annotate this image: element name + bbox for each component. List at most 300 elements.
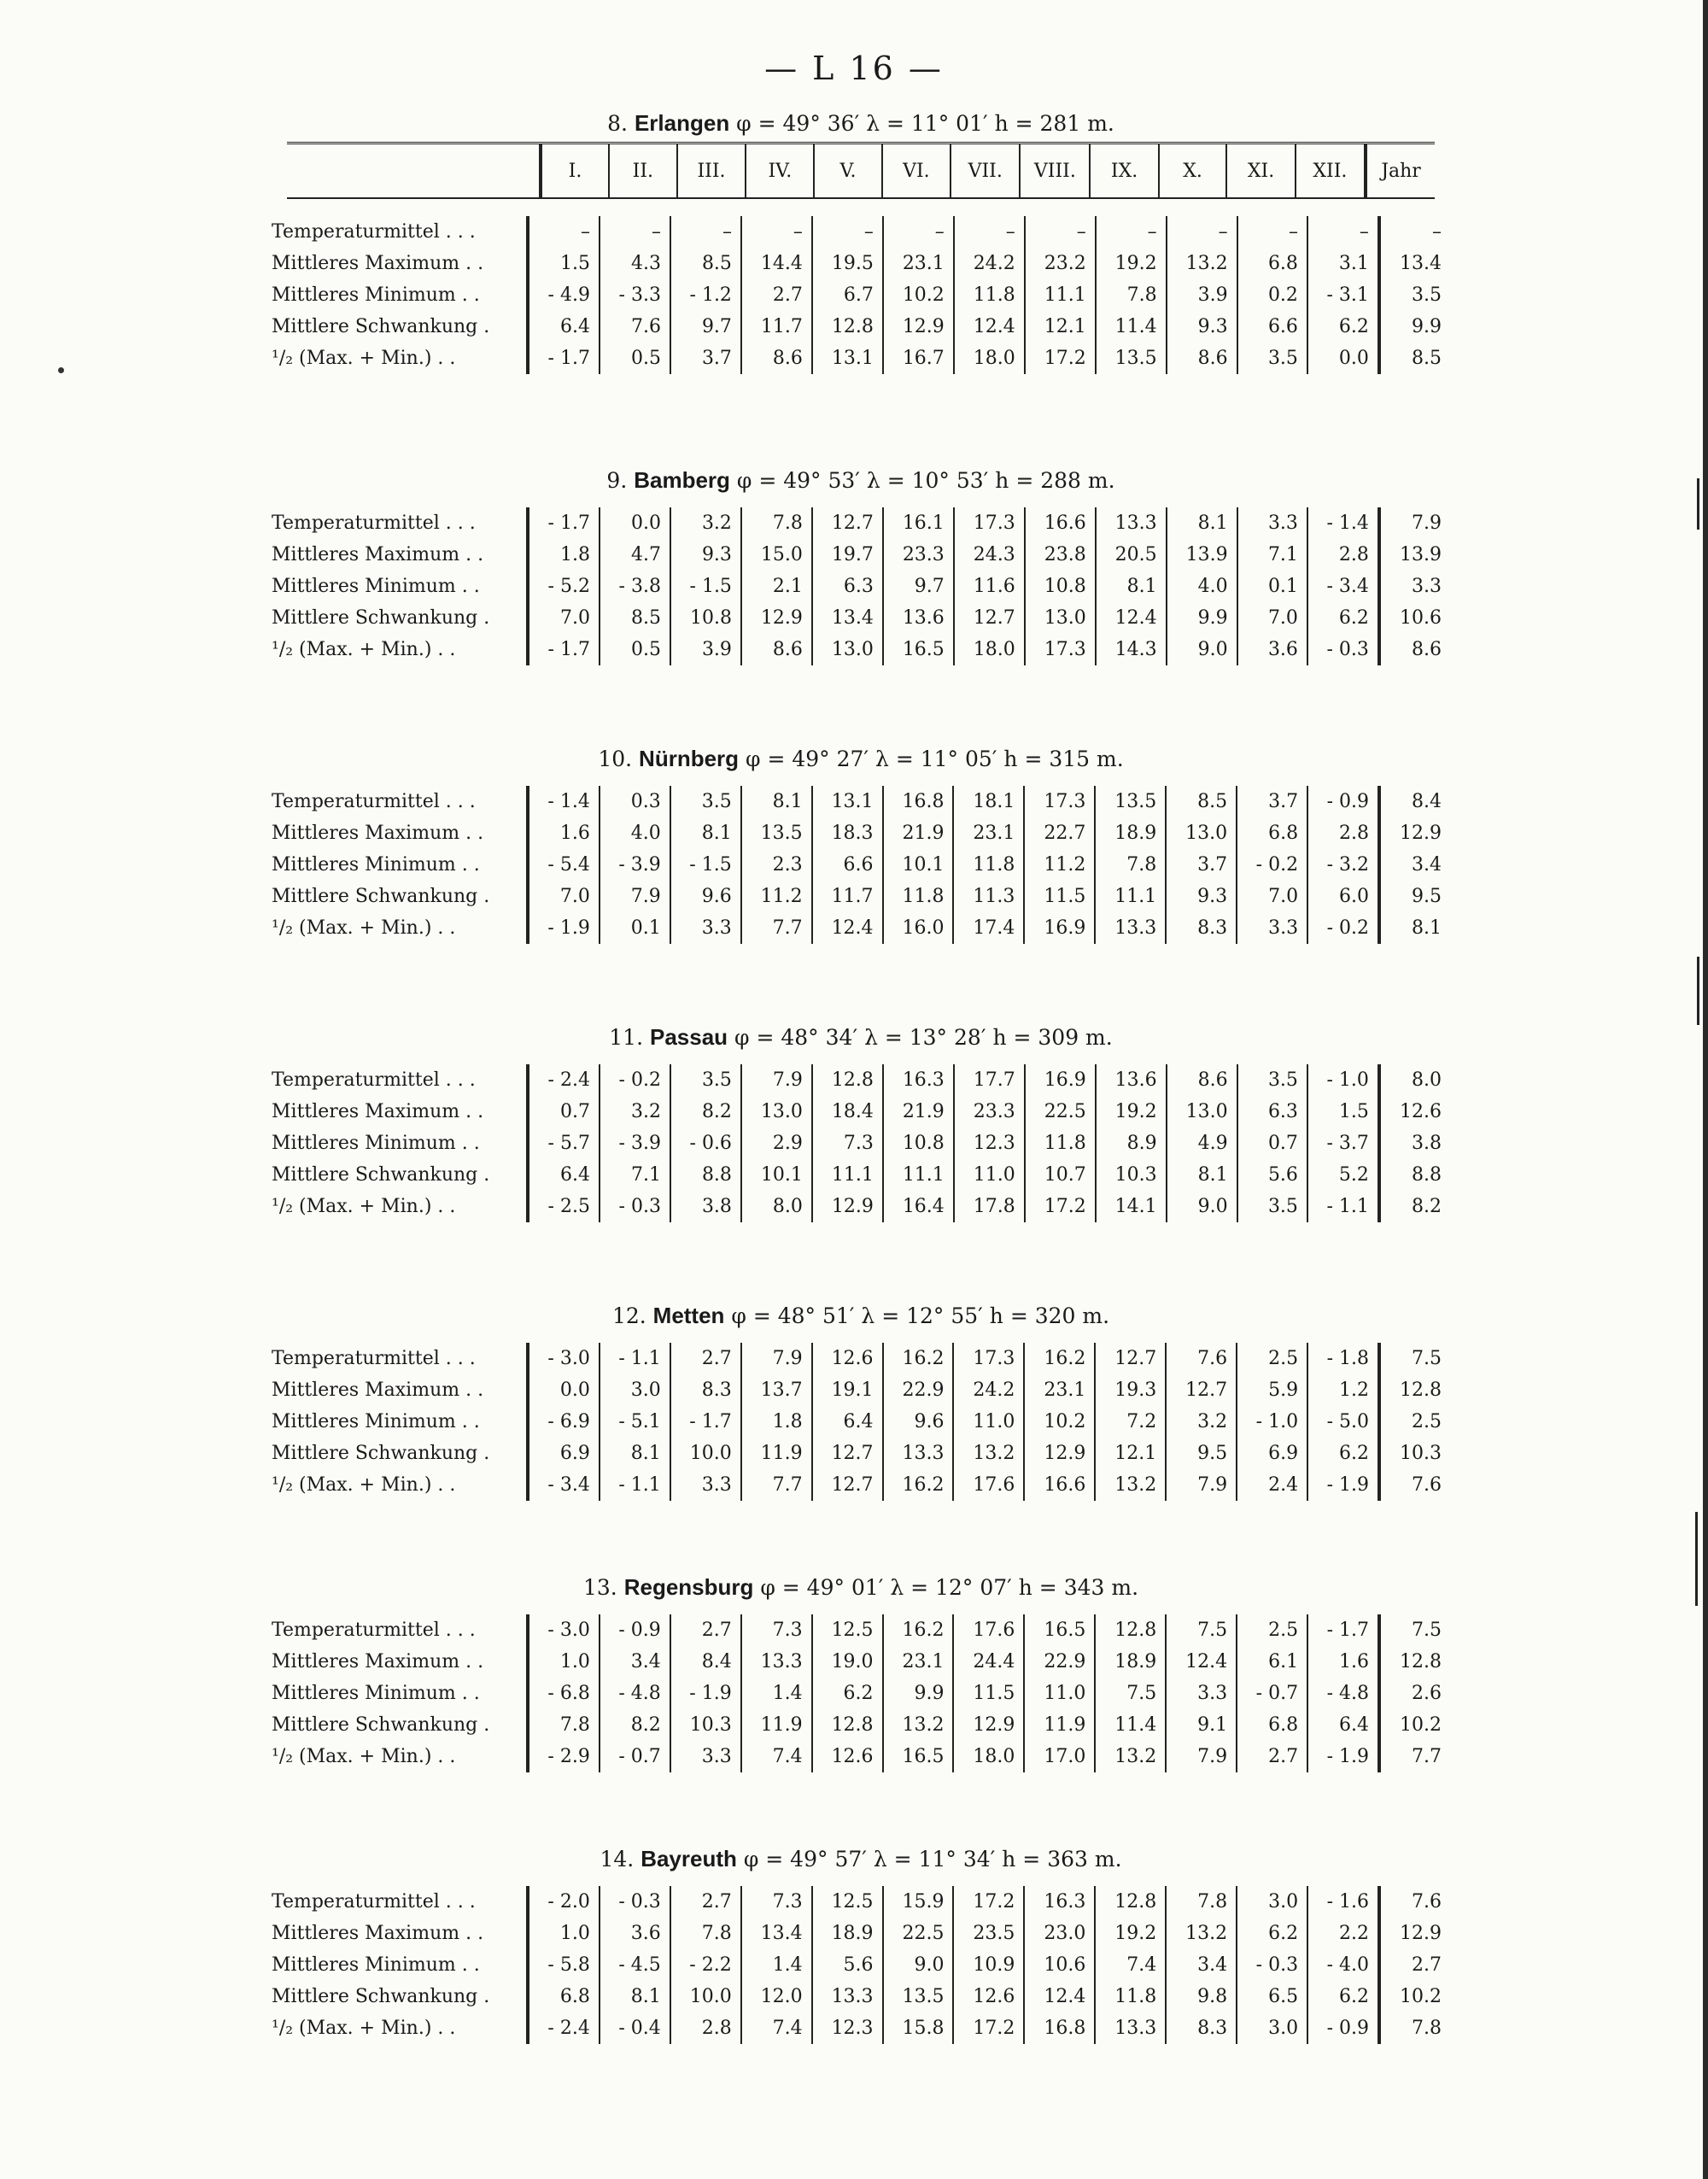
month-value-cell: 2.7	[1237, 1741, 1307, 1772]
month-value-cell: - 1.7	[528, 343, 600, 374]
year-value-cell: 8.6	[1379, 634, 1450, 665]
month-value-cell: 13.0	[1166, 817, 1237, 849]
month-value-cell: 17.3	[1024, 786, 1095, 817]
month-value-cell: 2.7	[741, 279, 812, 311]
month-value-cell: 7.9	[1166, 1741, 1237, 1772]
month-value-cell: 12.8	[812, 1064, 883, 1096]
month-value-cell: 23.5	[953, 1918, 1024, 1949]
month-value-cell: 13.6	[1096, 1064, 1167, 1096]
month-value-cell: 12.1	[1095, 1438, 1166, 1469]
month-value-cell: 16.5	[883, 1741, 954, 1772]
month-value-cell: 12.4	[1166, 1646, 1237, 1678]
month-value-cell: - 1.7	[1307, 1614, 1379, 1646]
month-value-cell: 13.2	[1167, 248, 1237, 279]
year-value-cell: 8.1	[1379, 912, 1450, 944]
month-value-cell: 13.0	[1167, 1096, 1237, 1128]
month-value-cell: 3.7	[1237, 786, 1307, 817]
month-value-cell: 3.7	[670, 343, 741, 374]
table-row	[272, 912, 1450, 944]
station-name: Nürnberg	[639, 746, 740, 771]
month-value-cell: 12.0	[741, 1981, 812, 2012]
month-value-cell: 22.7	[1024, 817, 1095, 849]
month-value-cell: 11.2	[741, 881, 812, 912]
month-value-cell: - 2.9	[528, 1741, 600, 1772]
month-value-cell: - 4.5	[600, 1949, 670, 1981]
year-value-cell: 3.3	[1379, 571, 1450, 602]
year-value-cell: 13.9	[1379, 539, 1450, 571]
month-value-cell: 6.7	[812, 279, 883, 311]
month-value-cell: 6.9	[1237, 1438, 1307, 1469]
month-value-cell: 3.3	[1166, 1678, 1237, 1709]
month-value-cell: 3.3	[1237, 507, 1307, 539]
month-value-cell: - 1.9	[1307, 1741, 1379, 1772]
month-value-cell: 5.6	[1237, 1159, 1307, 1191]
month-value-cell: 5.6	[812, 1949, 883, 1981]
month-value-cell: - 3.7	[1307, 1128, 1379, 1159]
month-value-cell: 2.3	[741, 849, 812, 881]
month-value-cell: 8.1	[1167, 507, 1237, 539]
month-value-cell: - 1.4	[528, 786, 600, 817]
month-value-cell: 24.2	[953, 1374, 1024, 1406]
month-value-cell: 16.9	[1025, 1064, 1096, 1096]
month-value-cell: 7.7	[741, 912, 812, 944]
month-value-cell: 18.9	[1095, 1646, 1166, 1678]
month-value-cell: 12.9	[883, 311, 954, 343]
month-value-cell: 9.0	[1167, 1191, 1237, 1222]
month-value-cell: 17.6	[953, 1469, 1024, 1501]
month-value-cell: 9.6	[883, 1406, 954, 1438]
year-value-cell: 12.8	[1379, 1374, 1450, 1406]
year-value-cell: 7.5	[1379, 1343, 1450, 1374]
month-value-cell: 8.8	[670, 1159, 741, 1191]
month-value-cell: 17.7	[954, 1064, 1025, 1096]
year-value-cell: 9.9	[1379, 311, 1450, 343]
month-value-cell: 22.5	[1025, 1096, 1096, 1128]
year-value-cell: 7.8	[1379, 2012, 1450, 2044]
month-value-cell: 9.6	[670, 881, 741, 912]
table-row	[272, 1886, 1450, 1918]
month-value-cell: 3.5	[670, 1064, 741, 1096]
station-number: 8.	[607, 111, 635, 136]
month-value-cell: 9.0	[1167, 634, 1237, 665]
year-value-cell: 7.9	[1379, 507, 1450, 539]
month-value-cell: 6.8	[528, 1981, 600, 2012]
month-value-cell: 13.6	[883, 602, 954, 634]
month-value-cell: - 2.5	[528, 1191, 600, 1222]
year-value-cell: 8.5	[1379, 343, 1450, 374]
month-value-cell: 11.0	[954, 1159, 1025, 1191]
month-value-cell: 7.9	[741, 1343, 812, 1374]
month-value-cell: 6.2	[1307, 1981, 1379, 2012]
month-value-cell: - 1.1	[1307, 1191, 1379, 1222]
row-label: Mittlere Schwankung .	[272, 1986, 490, 2007]
month-value-cell: 7.5	[1166, 1614, 1237, 1646]
month-header-cell: IV.	[746, 144, 814, 197]
station-block-bayreuth	[272, 1840, 1450, 2044]
month-header-cell: XI.	[1226, 144, 1295, 197]
month-value-cell: 16.9	[1024, 912, 1095, 944]
month-value-cell: 8.4	[670, 1646, 741, 1678]
table-row	[272, 311, 1450, 343]
month-value-cell: 19.1	[812, 1374, 883, 1406]
month-value-cell: 7.3	[741, 1886, 812, 1918]
month-value-cell: 3.5	[670, 786, 741, 817]
month-value-cell: 10.7	[1025, 1159, 1096, 1191]
month-value-cell: 7.8	[741, 507, 812, 539]
station-block-bamberg	[272, 461, 1450, 665]
month-value-cell: 10.8	[670, 602, 741, 634]
month-header-cell: XII.	[1296, 144, 1366, 197]
month-value-cell: 6.2	[1237, 1918, 1307, 1949]
row-label: Mittleres Maximum . .	[272, 1923, 484, 1944]
month-value-cell: 9.3	[1167, 311, 1237, 343]
month-value-cell: 10.0	[670, 1981, 741, 2012]
month-value-cell: –	[812, 216, 883, 248]
month-value-cell: 24.3	[954, 539, 1025, 571]
year-value-cell: 12.9	[1379, 817, 1450, 849]
year-value-cell: 10.2	[1379, 1709, 1450, 1741]
month-value-cell: 18.4	[812, 1096, 883, 1128]
month-value-cell: 10.2	[1024, 1406, 1095, 1438]
month-value-cell: - 5.0	[1307, 1406, 1379, 1438]
month-value-cell: 16.6	[1024, 1469, 1095, 1501]
row-label: Temperaturmittel . . .	[272, 791, 476, 812]
month-value-cell: 7.9	[600, 881, 670, 912]
month-value-cell: 0.0	[600, 507, 670, 539]
station-data-table	[272, 1064, 1450, 1222]
month-value-cell: –	[883, 216, 954, 248]
month-value-cell: 6.4	[528, 311, 600, 343]
month-value-cell: 13.3	[1095, 2012, 1166, 2044]
month-value-cell: 1.2	[1307, 1374, 1379, 1406]
month-value-cell: –	[1237, 216, 1307, 248]
month-value-cell: 7.0	[528, 881, 600, 912]
row-label: Mittleres Minimum . .	[272, 1954, 480, 1976]
month-value-cell: 8.1	[600, 1981, 670, 2012]
month-value-cell: 16.8	[1024, 2012, 1095, 2044]
table-row	[272, 216, 1450, 248]
month-value-cell: - 3.9	[600, 1128, 670, 1159]
month-value-cell: 13.2	[1095, 1741, 1166, 1772]
month-value-cell: 8.2	[600, 1709, 670, 1741]
month-value-cell: 16.5	[883, 634, 954, 665]
year-header-cell: Jahr	[1366, 144, 1435, 197]
month-value-cell: 4.0	[600, 817, 670, 849]
month-value-cell: 13.7	[741, 1374, 812, 1406]
row-label: Mittleres Minimum . .	[272, 284, 480, 306]
month-value-cell: - 0.6	[670, 1128, 741, 1159]
station-data-table	[272, 786, 1450, 944]
month-value-cell: - 3.2	[1307, 849, 1379, 881]
month-value-cell: 11.8	[883, 881, 954, 912]
month-value-cell: 2.5	[1237, 1343, 1307, 1374]
year-value-cell: 8.0	[1379, 1064, 1450, 1096]
month-value-cell: 13.5	[741, 817, 812, 849]
month-value-cell: - 1.5	[670, 849, 741, 881]
table-row	[272, 1918, 1450, 1949]
month-value-cell: - 5.8	[528, 1949, 600, 1981]
month-value-cell: 7.8	[1166, 1886, 1237, 1918]
month-value-cell: 10.1	[883, 849, 954, 881]
station-heading	[272, 1297, 1450, 1334]
row-label: Temperaturmittel . . .	[272, 513, 476, 534]
month-header-cell: VIII.	[1020, 144, 1090, 197]
row-label: ¹/₂ (Max. + Min.) . .	[272, 2018, 456, 2039]
month-value-cell: 10.9	[953, 1949, 1024, 1981]
month-value-cell: - 4.8	[600, 1678, 670, 1709]
month-value-cell: 2.4	[1237, 1469, 1307, 1501]
table-row	[272, 1128, 1450, 1159]
table-row	[272, 1981, 1450, 2012]
month-value-cell: - 1.9	[670, 1678, 741, 1709]
month-value-cell: 1.0	[528, 1918, 600, 1949]
month-value-cell: 19.3	[1095, 1374, 1166, 1406]
month-value-cell: 7.1	[600, 1159, 670, 1191]
month-value-cell: 19.5	[812, 248, 883, 279]
month-value-cell: 19.7	[812, 539, 883, 571]
month-value-cell: - 2.0	[528, 1886, 600, 1918]
month-value-cell: - 1.7	[528, 634, 600, 665]
month-value-cell: 11.9	[741, 1709, 812, 1741]
month-value-cell: 22.9	[1024, 1646, 1095, 1678]
month-value-cell: 14.3	[1096, 634, 1167, 665]
month-value-cell: 14.1	[1096, 1191, 1167, 1222]
month-value-cell: - 0.4	[600, 2012, 670, 2044]
month-value-cell: 2.9	[741, 1128, 812, 1159]
scan-mark	[1695, 1512, 1698, 1606]
month-value-cell: 6.6	[812, 849, 883, 881]
month-value-cell: 7.8	[1095, 849, 1166, 881]
row-label: ¹/₂ (Max. + Min.) . .	[272, 1474, 456, 1496]
scan-mark	[1697, 957, 1699, 1025]
month-value-cell: 18.0	[953, 1741, 1024, 1772]
month-value-cell: –	[600, 216, 670, 248]
month-value-cell: - 3.0	[528, 1614, 600, 1646]
month-value-cell: 4.3	[600, 248, 670, 279]
month-value-cell: 4.0	[1167, 571, 1237, 602]
month-value-cell: 0.5	[600, 343, 670, 374]
month-value-cell: 13.0	[741, 1096, 812, 1128]
station-number: 11.	[609, 1025, 650, 1050]
table-row	[272, 2012, 1450, 2044]
month-value-cell: 13.3	[812, 1981, 883, 2012]
year-value-cell: 10.6	[1379, 602, 1450, 634]
month-value-cell: 11.1	[812, 1159, 883, 1191]
row-label: ¹/₂ (Max. + Min.) . .	[272, 1196, 456, 1217]
month-value-cell: 12.8	[1095, 1614, 1166, 1646]
month-value-cell: 18.3	[812, 817, 883, 849]
month-value-cell: 2.7	[670, 1886, 741, 1918]
month-value-cell: 17.2	[1025, 343, 1096, 374]
month-header-band	[287, 142, 1435, 199]
month-value-cell: 2.7	[670, 1343, 741, 1374]
month-value-cell: 0.0	[528, 1374, 600, 1406]
month-value-cell: - 4.8	[1307, 1678, 1379, 1709]
month-value-cell: 0.7	[1237, 1128, 1307, 1159]
month-value-cell: 20.5	[1096, 539, 1167, 571]
month-value-cell: 23.3	[954, 1096, 1025, 1128]
month-value-cell: 0.5	[600, 634, 670, 665]
month-value-cell: - 1.8	[1307, 1343, 1379, 1374]
month-value-cell: - 5.1	[600, 1406, 670, 1438]
month-value-cell: 22.5	[883, 1918, 954, 1949]
month-value-cell: 2.8	[1307, 817, 1379, 849]
row-label: Temperaturmittel . . .	[272, 1069, 476, 1091]
month-value-cell: 7.2	[1095, 1406, 1166, 1438]
row-label: Temperaturmittel . . .	[272, 1348, 476, 1369]
table-row	[272, 1709, 1450, 1741]
month-value-cell: 7.5	[1095, 1678, 1166, 1709]
month-value-cell: - 5.4	[528, 849, 600, 881]
month-value-cell: 0.3	[600, 786, 670, 817]
month-value-cell: - 1.4	[1307, 507, 1379, 539]
month-value-cell: 2.5	[1237, 1614, 1307, 1646]
station-number: 12.	[611, 1303, 653, 1328]
year-value-cell: 3.4	[1379, 849, 1450, 881]
table-row	[272, 248, 1450, 279]
month-value-cell: 3.2	[670, 507, 741, 539]
month-value-cell: 3.3	[1237, 912, 1307, 944]
month-value-cell: 7.3	[812, 1128, 883, 1159]
month-value-cell: 10.1	[741, 1159, 812, 1191]
month-value-cell: - 6.9	[528, 1406, 600, 1438]
station-block-erlangen	[272, 104, 1450, 374]
station-heading	[272, 104, 1450, 142]
month-value-cell: 13.3	[741, 1646, 812, 1678]
table-row	[272, 1374, 1450, 1406]
month-value-cell: - 0.3	[600, 1886, 670, 1918]
month-value-cell: 7.8	[670, 1918, 741, 1949]
month-value-cell: 8.5	[600, 602, 670, 634]
station-coordinates: φ = 49° 27′ λ = 11° 05′ h = 315 m.	[739, 747, 1124, 771]
month-value-cell: 18.9	[1095, 817, 1166, 849]
month-value-cell: 12.6	[812, 1741, 883, 1772]
month-value-cell: –	[528, 216, 600, 248]
month-value-cell: 12.1	[1025, 311, 1096, 343]
table-row	[272, 1406, 1450, 1438]
station-name: Metten	[652, 1303, 725, 1328]
row-label: Mittlere Schwankung .	[272, 607, 490, 629]
month-value-cell: 17.3	[954, 507, 1025, 539]
month-value-cell: 19.2	[1096, 248, 1167, 279]
month-value-cell: 5.2	[1307, 1159, 1379, 1191]
row-label: Mittleres Minimum . .	[272, 1411, 480, 1432]
month-value-cell: - 3.0	[528, 1343, 600, 1374]
month-value-cell: 3.2	[600, 1096, 670, 1128]
month-value-cell: 9.8	[1166, 1981, 1237, 2012]
month-value-cell: 6.2	[1307, 602, 1379, 634]
month-value-cell: 9.0	[883, 1949, 954, 1981]
table-row	[272, 343, 1450, 374]
month-value-cell: 1.5	[1307, 1096, 1379, 1128]
month-value-cell: 1.0	[528, 1646, 600, 1678]
month-value-cell: - 1.1	[600, 1469, 670, 1501]
month-value-cell: –	[1025, 216, 1096, 248]
row-label: Mittleres Maximum . .	[272, 253, 484, 274]
month-value-cell: - 2.2	[670, 1949, 741, 1981]
table-row	[272, 1949, 1450, 1981]
month-value-cell: 14.4	[741, 248, 812, 279]
month-value-cell: 23.1	[1024, 1374, 1095, 1406]
table-row	[272, 849, 1450, 881]
month-value-cell: 12.5	[812, 1614, 883, 1646]
month-header-cell: IX.	[1090, 144, 1158, 197]
month-value-cell: 7.1	[1237, 539, 1307, 571]
month-value-cell: 11.4	[1096, 311, 1167, 343]
month-value-cell: 11.2	[1024, 849, 1095, 881]
row-label: Mittlere Schwankung .	[272, 1164, 490, 1186]
month-value-cell: - 1.9	[1307, 1469, 1379, 1501]
month-value-cell: - 0.2	[600, 1064, 670, 1096]
month-value-cell: 8.1	[600, 1438, 670, 1469]
year-value-cell: 12.6	[1379, 1096, 1450, 1128]
table-row	[272, 634, 1450, 665]
row-label: Mittleres Maximum . .	[272, 544, 484, 565]
station-coordinates: φ = 49° 53′ λ = 10° 53′ h = 288 m.	[729, 468, 1115, 493]
month-value-cell: 23.1	[883, 1646, 954, 1678]
month-value-cell: 1.6	[528, 817, 600, 849]
month-value-cell: - 3.1	[1307, 279, 1379, 311]
month-value-cell: 16.2	[1024, 1343, 1095, 1374]
month-header-cell: VI.	[882, 144, 951, 197]
year-value-cell: 2.6	[1379, 1678, 1450, 1709]
month-value-cell: - 1.1	[600, 1343, 670, 1374]
month-value-cell: 0.1	[1237, 571, 1307, 602]
month-value-cell: 6.8	[1237, 1709, 1307, 1741]
month-value-cell: 11.8	[954, 279, 1025, 311]
month-value-cell: 9.5	[1166, 1438, 1237, 1469]
station-data-table	[272, 1886, 1450, 2044]
month-value-cell: 3.3	[670, 912, 741, 944]
month-value-cell: 10.0	[670, 1438, 741, 1469]
month-value-cell: 13.1	[812, 786, 883, 817]
month-value-cell: 4.7	[600, 539, 670, 571]
month-value-cell: 16.1	[883, 507, 954, 539]
month-value-cell: 6.3	[812, 571, 883, 602]
month-value-cell: 7.6	[1166, 1343, 1237, 1374]
month-value-cell: 3.9	[670, 634, 741, 665]
month-value-cell: - 0.9	[1307, 786, 1379, 817]
month-value-cell: 10.6	[1024, 1949, 1095, 1981]
month-value-cell: 6.0	[1307, 881, 1379, 912]
month-value-cell: 9.7	[670, 311, 741, 343]
month-value-cell: 2.2	[1307, 1918, 1379, 1949]
month-value-cell: 11.5	[953, 1678, 1024, 1709]
month-value-cell: 10.8	[1025, 571, 1096, 602]
month-value-cell: 13.9	[1167, 539, 1237, 571]
month-value-cell: 3.5	[1237, 1191, 1307, 1222]
month-value-cell: 16.0	[883, 912, 954, 944]
month-value-cell: 11.1	[1095, 881, 1166, 912]
month-value-cell: 1.4	[741, 1949, 812, 1981]
month-value-cell: 24.4	[953, 1646, 1024, 1678]
table-row	[272, 1343, 1450, 1374]
row-label: Temperaturmittel . . .	[272, 221, 476, 243]
month-value-cell: 3.6	[1237, 634, 1307, 665]
year-value-cell: 12.9	[1379, 1918, 1450, 1949]
month-value-cell: 15.0	[741, 539, 812, 571]
page-title: — L 16 —	[764, 50, 944, 87]
month-value-cell: 12.9	[1024, 1438, 1095, 1469]
year-value-cell: 2.5	[1379, 1406, 1450, 1438]
month-value-cell: 8.1	[670, 817, 741, 849]
month-value-cell: - 1.0	[1237, 1406, 1307, 1438]
month-value-cell: - 3.8	[600, 571, 670, 602]
row-label: Mittleres Maximum . .	[272, 1101, 484, 1122]
station-name: Bayreuth	[640, 1846, 737, 1871]
table-row	[272, 1469, 1450, 1501]
row-label: Mittleres Minimum . .	[272, 1133, 480, 1154]
